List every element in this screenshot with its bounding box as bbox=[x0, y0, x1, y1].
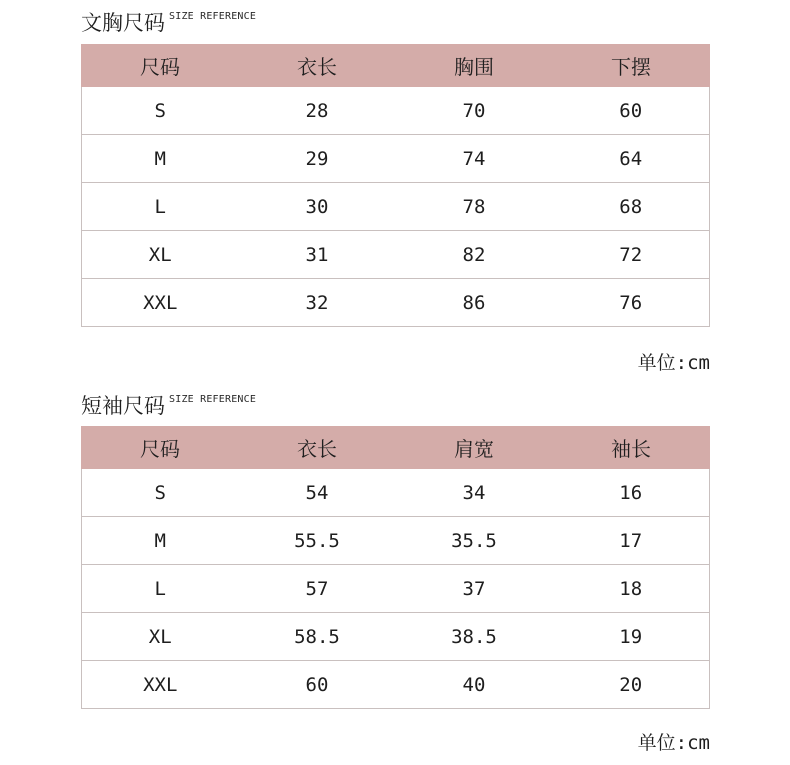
table-cell: M bbox=[82, 517, 239, 565]
table-cell: 78 bbox=[396, 183, 553, 231]
table-cell: L bbox=[82, 565, 239, 613]
table-cell: 37 bbox=[396, 565, 553, 613]
unit-value-text: :cm bbox=[675, 732, 710, 754]
header-sleeve: 袖长 bbox=[553, 427, 710, 469]
table-cell: 60 bbox=[239, 661, 396, 709]
bra-unit-label bbox=[638, 348, 710, 375]
table-cell: 16 bbox=[553, 469, 710, 517]
table-cell: 54 bbox=[239, 469, 396, 517]
table-cell: 86 bbox=[396, 279, 553, 327]
header-length: 衣长 bbox=[239, 45, 396, 87]
table-cell: 17 bbox=[553, 517, 710, 565]
table-cell: M bbox=[82, 135, 239, 183]
table-cell: 72 bbox=[553, 231, 710, 279]
table-row bbox=[82, 87, 710, 135]
table-cell: 82 bbox=[396, 231, 553, 279]
table-row bbox=[82, 135, 710, 183]
bra-size-title bbox=[81, 10, 256, 36]
table-cell: S bbox=[82, 469, 239, 517]
tshirt-unit-label bbox=[638, 728, 710, 755]
table-cell: 74 bbox=[396, 135, 553, 183]
table-row bbox=[82, 517, 710, 565]
table-cell: L bbox=[82, 183, 239, 231]
table-cell: 60 bbox=[553, 87, 710, 135]
tshirt-size-title-en: SIZE REFERENCE bbox=[169, 394, 257, 405]
bra-size-title-en: SIZE REFERENCE bbox=[169, 11, 257, 22]
table-row bbox=[82, 661, 710, 709]
tshirt-size-title-cn: 短袖尺码 bbox=[81, 394, 165, 418]
table-cell: 57 bbox=[239, 565, 396, 613]
table-cell: 68 bbox=[553, 183, 710, 231]
table-cell: 29 bbox=[239, 135, 396, 183]
tshirt-size-table bbox=[81, 426, 710, 709]
header-shoulder: 肩宽 bbox=[396, 427, 553, 469]
table-row bbox=[82, 565, 710, 613]
table-cell: 58.5 bbox=[239, 613, 396, 661]
table-cell: 34 bbox=[396, 469, 553, 517]
bra-size-table bbox=[81, 44, 710, 327]
header-bust: 胸围 bbox=[396, 45, 553, 87]
unit-label-text: 单位 bbox=[637, 352, 676, 374]
table-cell: 18 bbox=[553, 565, 710, 613]
table-cell: 55.5 bbox=[239, 517, 396, 565]
bra-size-title-cn: 文胸尺码 bbox=[81, 11, 165, 35]
table-row bbox=[82, 231, 710, 279]
table-cell: 28 bbox=[239, 87, 396, 135]
unit-value-text: :cm bbox=[675, 352, 710, 374]
table-cell: 31 bbox=[239, 231, 396, 279]
table-cell: 64 bbox=[553, 135, 710, 183]
table-cell: 19 bbox=[553, 613, 710, 661]
table-cell: 40 bbox=[396, 661, 553, 709]
table-cell: 20 bbox=[553, 661, 710, 709]
table-row bbox=[82, 279, 710, 327]
table-row bbox=[82, 183, 710, 231]
table-cell: 35.5 bbox=[396, 517, 553, 565]
table-row bbox=[82, 469, 710, 517]
table-row bbox=[82, 613, 710, 661]
header-size: 尺码 bbox=[82, 427, 239, 469]
table-cell: 32 bbox=[239, 279, 396, 327]
table-cell: XL bbox=[82, 231, 239, 279]
table-cell: XXL bbox=[82, 661, 239, 709]
header-hem: 下摆 bbox=[553, 45, 710, 87]
table-cell: 30 bbox=[239, 183, 396, 231]
table-cell: 76 bbox=[553, 279, 710, 327]
table-cell: 70 bbox=[396, 87, 553, 135]
table-header-row bbox=[82, 45, 710, 87]
tshirt-size-title bbox=[81, 393, 256, 419]
table-cell: S bbox=[82, 87, 239, 135]
unit-label-text: 单位 bbox=[637, 732, 676, 754]
table-cell: 38.5 bbox=[396, 613, 553, 661]
header-size: 尺码 bbox=[82, 45, 239, 87]
table-header-row bbox=[82, 427, 710, 469]
table-cell: XXL bbox=[82, 279, 239, 327]
table-cell: XL bbox=[82, 613, 239, 661]
header-length: 衣长 bbox=[239, 427, 396, 469]
